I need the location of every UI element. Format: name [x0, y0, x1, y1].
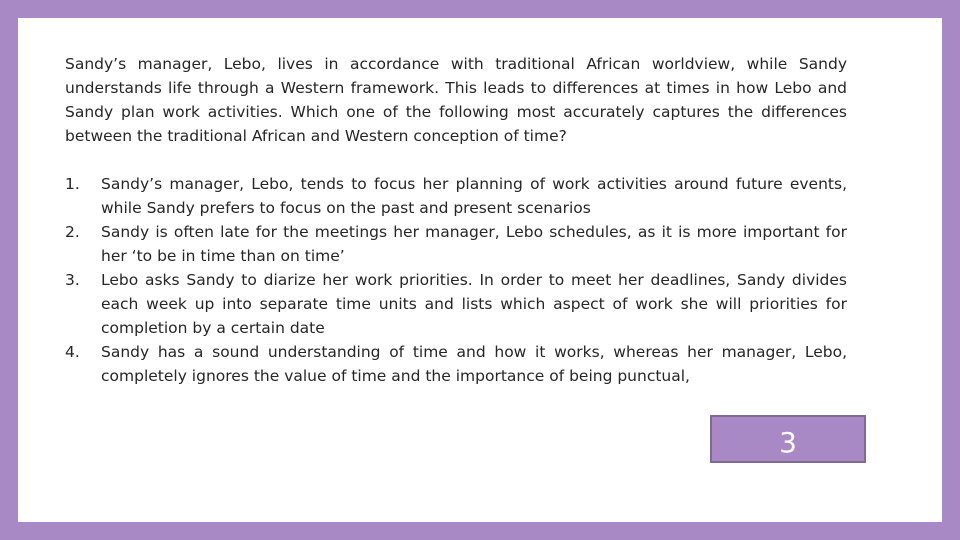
option-item [65, 268, 847, 340]
option-number: 4. [65, 343, 80, 361]
option-item [65, 172, 847, 220]
slide [18, 18, 942, 522]
option-text: Sandy has a sound understanding of time and how it works, whereas her manager, Lebo, completely ignores the value of time and the importance of being punctual, [101, 343, 847, 385]
option-number: 1. [65, 175, 80, 193]
option-item [65, 340, 847, 388]
option-number: 3. [65, 271, 80, 289]
option-item [65, 220, 847, 268]
option-text: Lebo asks Sandy to diarize her work priorities. In order to meet her deadlines, Sandy divides each week up into separate time units and lists which aspect of work she will priorities for completion by a certain date [101, 271, 847, 337]
answer-text: 3 [779, 425, 797, 459]
option-text: Sandy is often late for the meetings her manager, Lebo schedules, as it is more important for her ‘to be in time than on time’ [101, 223, 847, 265]
options-list [65, 172, 847, 388]
option-text: Sandy’s manager, Lebo, tends to focus her planning of work activities around future events, while Sandy prefers to focus on the past and present scenarios [101, 175, 847, 217]
option-number: 2. [65, 223, 80, 241]
answer-box [710, 415, 866, 463]
question-text: Sandy’s manager, Lebo, lives in accordance with traditional African worldview, while Sandy understands life through a Western framework. This leads to differences at times in how Lebo and Sandy plan work activities. Which one of the following most accurately captures the differences between the traditional African and Western conception of time? [65, 55, 847, 145]
